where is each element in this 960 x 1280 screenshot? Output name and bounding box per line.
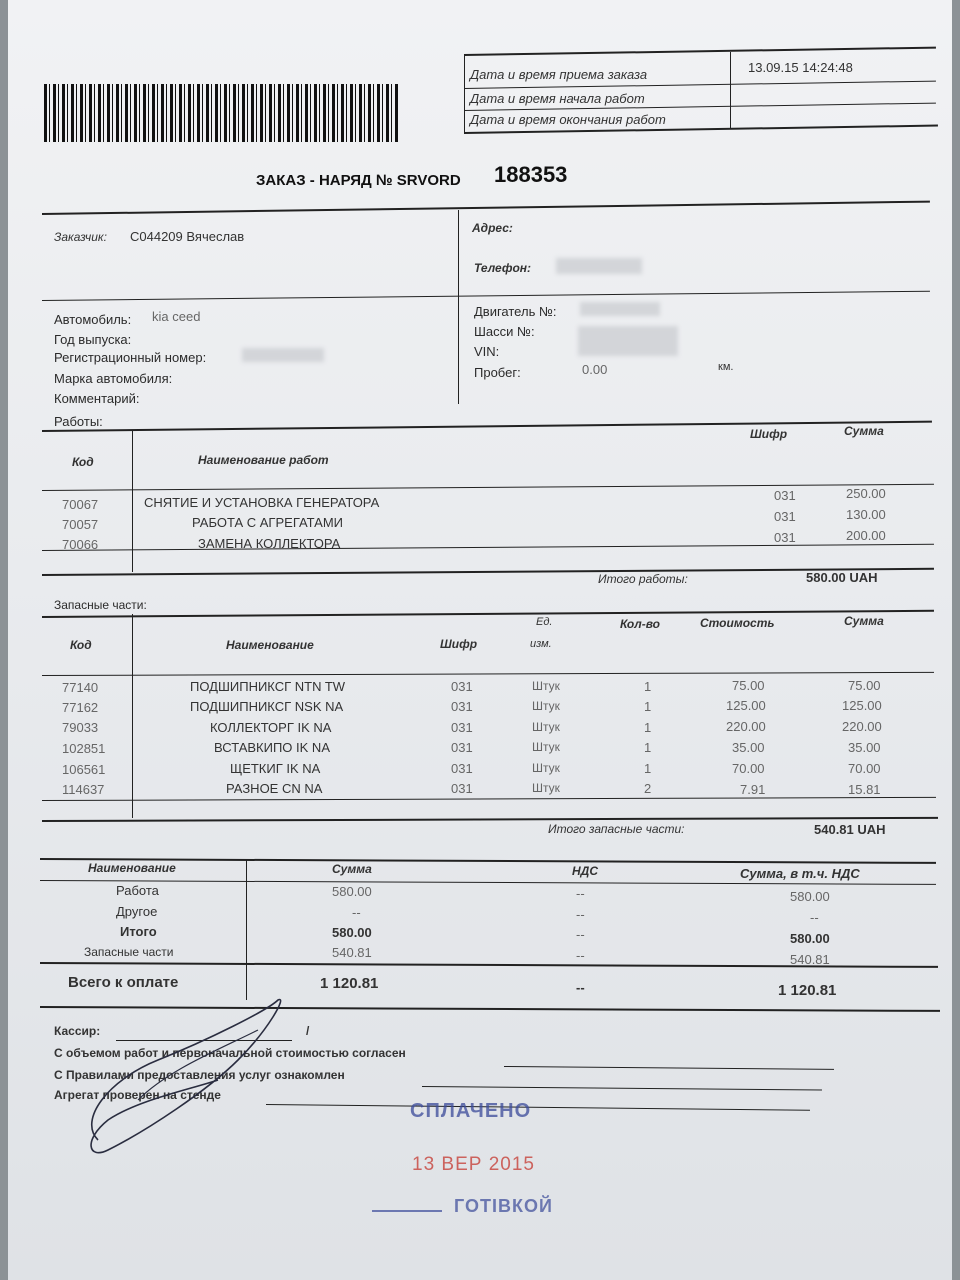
summary-sum: 580.00 [332,884,372,899]
summary-name: Итого [120,924,157,939]
part-price: 75.00 [732,678,765,693]
part-qty: 1 [644,679,652,694]
part-cipher: 031 [451,720,473,735]
summary-sum: -- [352,905,361,920]
part-cipher: 031 [451,740,473,755]
part-price: 7.91 [740,782,766,797]
summary-sum-vat: 540.81 [790,952,830,967]
part-name: ПОДШИПНИКСГ NSK NA [190,699,344,714]
summary-col-sum: Сумма [332,862,372,876]
engine-label: Двигатель №: [474,304,557,319]
summary-sum-vat: 580.00 [790,889,830,904]
works-total-label: Итого работы: [598,572,688,586]
summary-name: Другое [116,904,158,919]
part-price: 125.00 [726,698,766,713]
part-qty: 1 [644,761,652,776]
work-code: 70057 [62,517,99,532]
works-col-cipher: Шифр [750,427,788,441]
works-section-label: Работы: [54,414,103,429]
part-cipher: 031 [451,699,473,714]
work-name: СНЯТИЕ И УСТАНОВКА ГЕНЕРАТОРА [144,495,380,510]
tested-statement: Агрегат проверен на стенде [54,1088,221,1102]
mileage-unit: км. [718,361,734,373]
vin-label: VIN: [474,344,500,359]
stamp-cash-text: ГОТІВКОЙ [454,1196,553,1216]
stamp-paid-text: СПЛАЧЕНО [410,1100,532,1122]
part-unit: Штук [532,761,560,775]
engine-redacted [580,302,660,316]
part-unit: Штук [532,740,560,754]
parts-total-value: 540.81 UAH [814,822,886,837]
year-label: Год выпуска: [54,332,132,347]
cashier-separator: / [306,1024,310,1038]
order-title-prefix: ЗАКАЗ - НАРЯД № SRVORD [256,172,461,189]
customer-value: C044209 Вячеслав [130,229,245,244]
car-value: kia ceed [152,309,201,324]
chassis-label: Шасси №: [474,324,535,339]
work-cipher: 031 [774,530,796,545]
parts-col-qty: Кол-во [620,617,660,631]
grand-total-label: Всего к оплате [68,974,179,991]
part-price: 220.00 [726,719,766,734]
parts-total-label: Итого запасные части: [548,822,685,836]
summary-vat: -- [576,927,585,942]
receive-date-label: Дата и время приема заказа [470,67,648,82]
works-col-code: Код [72,455,94,469]
phone-label: Телефон: [474,261,532,275]
parts-col-code: Код [70,638,92,652]
summary-name: Запасные части [84,945,174,959]
grand-total-sum: 1 120.81 [320,975,379,992]
summary-vat: -- [576,948,585,963]
address-label: Адрес: [472,221,513,235]
comment-label: Комментарий: [54,391,140,406]
part-cipher: 031 [451,781,473,796]
part-code: 77162 [62,700,99,715]
work-name: РАБОТА С АГРЕГАТАМИ [192,515,343,530]
work-code: 70067 [62,497,99,512]
brand-label: Марка автомобиля: [54,371,173,386]
summary-col-sum-vat: Сумма, в т.ч. НДС [740,866,860,881]
part-code: 77140 [62,680,99,695]
part-code: 102851 [62,741,106,756]
part-qty: 1 [644,720,652,735]
car-label: Автомобиль: [54,312,132,327]
agree-statement: С объемом работ и первоначальной стоимостью согласен [54,1046,406,1060]
rules-statement: С Правилами предоставления услуг ознакомлен [54,1068,345,1082]
summary-col-name: Наименование [88,861,176,875]
work-sum: 200.00 [846,528,886,543]
reg-number-label: Регистрационный номер: [54,350,207,365]
order-document [8,0,952,1280]
parts-col-price: Стоимость [700,616,775,630]
work-cipher: 031 [774,509,796,524]
parts-col-unit-2: изм. [530,638,552,650]
works-col-name: Наименование работ [198,453,329,467]
part-name: ПОДШИПНИКСГ NTN TW [190,679,346,694]
summary-sum: 580.00 [332,925,372,940]
cashier-label: Кассир: [54,1024,101,1038]
parts-col-name: Наименование [226,638,314,652]
barcode [44,84,398,142]
part-name: ЩЕТКИГ IK NA [230,761,321,776]
parts-col-sum: Сумма [844,614,884,628]
vin-redacted [578,326,678,356]
part-code: 114637 [62,782,105,797]
phone-redacted [556,258,642,274]
part-cipher: 031 [451,761,473,776]
summary-col-vat: НДС [572,864,598,878]
part-sum: 220.00 [842,719,882,734]
summary-sum-vat: 580.00 [790,931,830,946]
part-sum: 35.00 [848,740,881,755]
summary-vat: -- [576,886,585,901]
stamp-date: 13 ВЕР 2015 [412,1154,535,1175]
receive-date-value: 13.09.15 14:24:48 [748,60,853,75]
part-sum: 125.00 [842,698,882,713]
grand-total-sum-vat: 1 120.81 [778,982,837,999]
grand-total-vat: -- [576,980,585,995]
summary-vat: -- [576,907,585,922]
work-cipher: 031 [774,488,796,503]
mileage-label: Пробег: [474,365,521,380]
start-date-label: Дата и время начала работ [470,91,645,106]
part-unit: Штук [532,720,560,734]
part-code: 79033 [62,720,99,735]
summary-sum: 540.81 [332,945,372,960]
part-sum: 70.00 [848,761,881,776]
part-qty: 1 [644,699,652,714]
reg-number-redacted [242,348,324,362]
order-number: 188353 [494,162,568,187]
part-qty: 1 [644,740,652,755]
part-name: РАЗНОЕ CN NA [226,781,323,796]
parts-col-unit-1: Ед. [536,616,553,628]
part-unit: Штук [532,699,560,713]
customer-label: Заказчик: [54,230,107,244]
work-sum: 250.00 [846,486,886,501]
works-col-sum: Сумма [844,424,884,438]
end-date-label: Дата и время окончания работ [470,112,666,127]
part-unit: Штук [532,781,560,795]
part-code: 106561 [62,762,106,777]
summary-sum-vat: -- [810,910,819,925]
stamp-signature-line [372,1210,442,1212]
part-cipher: 031 [451,679,473,694]
part-sum: 75.00 [848,678,881,693]
work-sum: 130.00 [846,507,886,522]
parts-section-label: Запасные части: [54,598,147,612]
parts-col-cipher: Шифр [440,637,478,651]
part-qty: 2 [644,781,652,796]
part-price: 35.00 [732,740,765,755]
part-unit: Штук [532,679,560,693]
handwritten-signature [68,990,328,1170]
part-sum: 15.81 [848,782,881,797]
works-total-value: 580.00 UAH [806,570,878,585]
part-price: 70.00 [732,761,765,776]
mileage-value: 0.00 [582,362,608,377]
work-name: ЗАМЕНА КОЛЛЕКТОРА [198,536,341,551]
summary-name: Работа [116,883,159,898]
work-code: 70066 [62,537,99,552]
part-name: КОЛЛЕКТОРГ IK NA [210,720,332,735]
part-name: ВСТАВКИПО IK NA [214,740,330,755]
